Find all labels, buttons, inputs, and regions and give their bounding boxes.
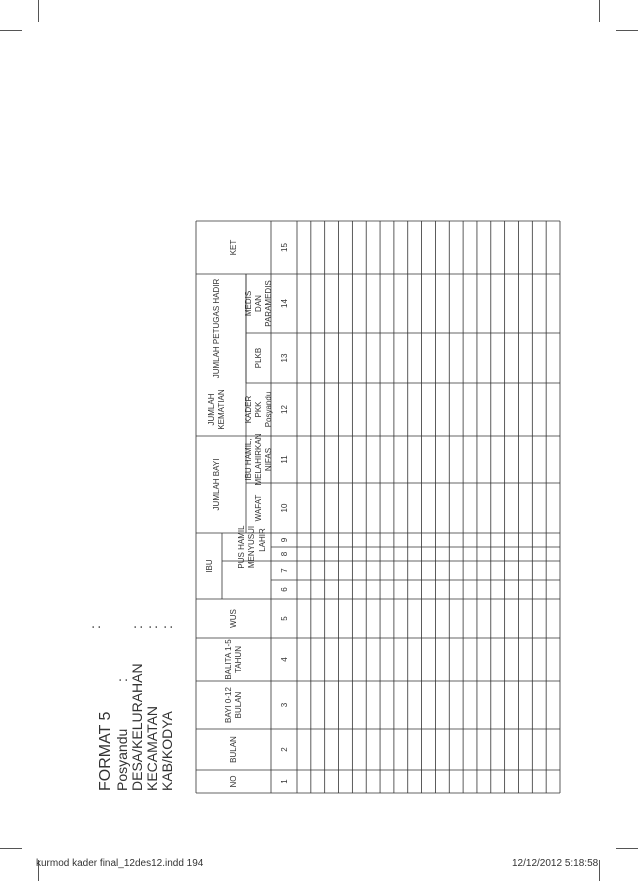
header-no: NO — [229, 775, 238, 788]
column-number-13: 13 — [280, 353, 289, 363]
column-number-4: 4 — [280, 657, 289, 662]
column-number-14: 14 — [280, 299, 289, 308]
group-pus-hamil: MENYUSUI — [247, 525, 256, 569]
header-plkb: PLKB — [254, 347, 263, 369]
header-bayi: BULAN — [234, 691, 243, 719]
field-label-desa: DESA/KELURAHAN — [129, 663, 145, 791]
column-number-11: 11 — [280, 455, 289, 464]
header-medis: DAN — [254, 295, 263, 312]
field-separator-posyandu: : — [87, 625, 103, 629]
footer-timestamp: 12/12/2012 5:18:58 — [512, 858, 599, 869]
column-number-5: 5 — [280, 616, 289, 621]
column-number-9: 9 — [280, 537, 289, 543]
column-number-3: 3 — [280, 702, 289, 708]
header-bayi: BAYI 0-12 — [224, 687, 233, 723]
header-lahir: LAHIR — [258, 528, 267, 552]
column-number-1: 1 — [280, 779, 289, 784]
group-jumlah-kematian: JUMLAH — [207, 393, 216, 426]
column-number-7: 7 — [280, 568, 289, 573]
field-label-posyandu: Posyandu — [114, 728, 130, 791]
header-kader: Posyandu — [264, 391, 273, 428]
header-kematian-ibu: NIFAS — [264, 447, 273, 472]
header-bulan: BULAN — [229, 736, 238, 763]
header-balita: BALITA 1-5 — [224, 639, 233, 680]
group-jumlah-bayi: JUMLAH BAYI — [212, 458, 221, 511]
header-medis: MEDIS — [244, 290, 253, 317]
field-separator-extra: : — [159, 625, 175, 629]
header-kematian-ibu: IBU HAMIL, — [244, 438, 253, 481]
group-ibu: IBU — [205, 559, 214, 573]
group-pus-hamil: PUS HAMIL — [237, 525, 246, 569]
header-balita: TAHUN — [234, 646, 243, 673]
field-separator-desa: : — [114, 678, 130, 682]
group-jumlah-kematian: KEMATIAN — [217, 389, 226, 430]
column-number-2: 2 — [280, 747, 289, 752]
header-ket: KET — [229, 239, 238, 256]
format-title: FORMAT 5 — [97, 711, 114, 791]
field-label-kabkodya: KAB/KODYA — [159, 711, 175, 791]
field-separator-kecamatan: : — [129, 625, 145, 629]
group-petugas-hadir: JUMLAH PETUGAS HADIR — [212, 278, 221, 379]
header-kader: PKK — [254, 401, 263, 418]
header-wafat: WAFAT — [254, 494, 263, 522]
footer-file-info: kurmod kader final_12des12.indd 194 — [36, 858, 204, 869]
header-kader: KADER — [244, 395, 253, 424]
field-separator-kabkodya: : — [144, 625, 160, 629]
header-kematian-ibu: MELAHIRKAN — [254, 433, 263, 486]
column-number-15: 15 — [280, 243, 289, 252]
column-number-8: 8 — [280, 551, 289, 557]
header-medis: PARAMEDIS — [264, 280, 273, 327]
field-label-kecamatan: KECAMATAN — [144, 705, 160, 791]
column-number-10: 10 — [280, 503, 289, 513]
header-wus: WUS — [229, 609, 238, 628]
column-number-12: 12 — [280, 405, 289, 414]
column-number-6: 6 — [280, 587, 289, 592]
